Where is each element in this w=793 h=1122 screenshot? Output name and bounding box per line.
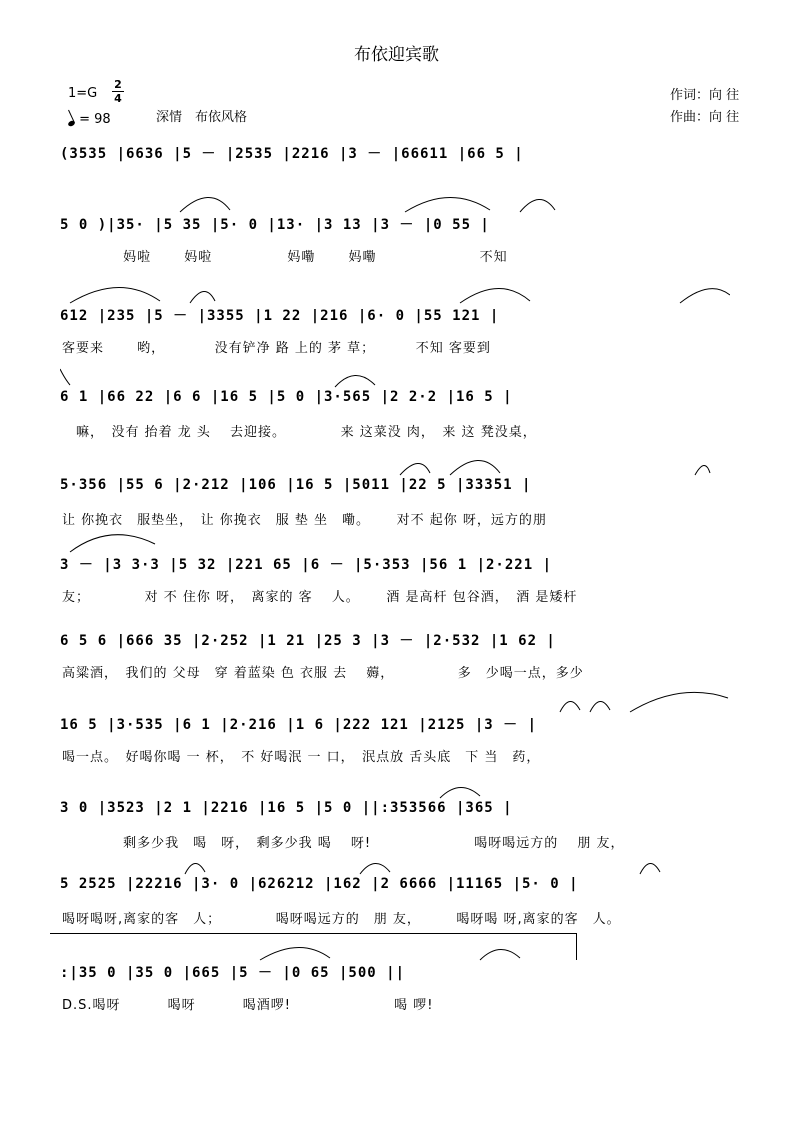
lyrics-line: 让 你挽衣 服垫坐， 让 你挽衣 服 垫 坐 嘞。 对不 起你 呀，远方的朋 bbox=[62, 513, 547, 528]
notation-line: 5 2525 |22216 |3· 0 |626212 |162 |2 6666 |11165 |5· 0 | bbox=[60, 876, 579, 892]
time-signature bbox=[112, 78, 124, 105]
slur-marks bbox=[60, 524, 730, 554]
composer-credit: 作曲：向 往 bbox=[670, 110, 740, 125]
slur-marks bbox=[60, 846, 730, 876]
key-signature: 1=G bbox=[68, 86, 98, 101]
lyrics-line: 客要来 哟， 没有铲净 路 上的 茅 草； 不知 客要到 bbox=[62, 341, 491, 356]
notation-line: 3 0 |3523 |2 1 |2216 |16 5 |5 0 ||:353566 |365 | bbox=[60, 800, 513, 816]
lyrics-line: 高粱酒， 我们的 父母 穿 着蓝染 色 衣服 去 薅， 多 少喝一点，多少 bbox=[62, 666, 584, 681]
lyrics-line: D.S.喝呀 喝呀 喝酒啰! 喝 啰! bbox=[62, 998, 434, 1013]
slur-marks bbox=[60, 184, 730, 214]
slur-marks bbox=[60, 932, 730, 962]
notation-line: 3 － |3 3·3 |5 32 |221 65 |6 － |5·353 |56 1 |2·221 | bbox=[60, 557, 553, 573]
notation-line: 16 5 |3·535 |6 1 |2·216 |1 6 |222 121 |2125 |3 － | bbox=[60, 717, 538, 733]
notation-line: 6 5 6 |666 35 |2·252 |1 21 |25 3 |3 － |2·532 |1 62 | bbox=[60, 633, 556, 649]
notation-line: 5 0 )|35· |5 35 |5· 0 |13· |3 13 |3 － |0 55 | bbox=[60, 217, 490, 233]
slur-marks bbox=[60, 275, 730, 305]
music-system-11 bbox=[60, 962, 730, 1042]
lyrics-line: 剩多少我 喝 呀， 剩多少我 喝 呀! 喝呀喝远方的 朋 友， bbox=[62, 836, 625, 851]
time-signature-bottom: 4 bbox=[114, 92, 122, 105]
notation-line: 612 |235 |5 － |3355 |1 22 |216 |6· 0 |55 121 | bbox=[60, 308, 500, 324]
slur-marks bbox=[60, 770, 730, 800]
lyrics-line: 嘛， 没有 抬着 龙 头 去迎接。 来 这菜没 肉， 来 这 凳没桌， bbox=[62, 425, 537, 440]
lyrics-line: 友； 对 不 住你 呀， 离家的 客 人。 酒 是高杆 包谷酒， 酒 是矮杆 bbox=[62, 590, 578, 605]
style-marking: 深情 布依风格 bbox=[156, 110, 248, 125]
tempo-value: = 98 bbox=[79, 112, 111, 127]
lyrics-line: 妈啦 妈啦 妈嘞 妈嘞 不知 bbox=[62, 250, 508, 265]
notation-line: (3535 |6636 |5 － |2535 |2216 |3 － |66611 |66 5 | bbox=[60, 146, 524, 162]
notation-line: :|35 0 |35 0 |665 |5 － |0 65 |500 || bbox=[60, 965, 406, 981]
slur-marks bbox=[60, 447, 730, 477]
notation-line: 6 1 |66 22 |6 6 |16 5 |5 0 |3·565 |2 2·2 |16 5 | bbox=[60, 389, 513, 405]
song-title: 布依迎宾歌 bbox=[354, 45, 439, 65]
lyrics-line: 喝一点。 好喝你喝 一 杯， 不 好喝泯 一 口， 泯点放 舌头底 下 当 药， bbox=[62, 750, 541, 765]
slur-marks bbox=[60, 359, 730, 389]
quarter-note-icon bbox=[67, 120, 75, 127]
tempo-marking bbox=[68, 112, 111, 127]
notation-line: 5·356 |55 6 |2·212 |106 |16 5 |5011 |22 5 |33351 | bbox=[60, 477, 532, 493]
time-signature-top: 2 bbox=[114, 78, 122, 91]
slur-marks bbox=[60, 684, 730, 714]
music-system-6 bbox=[60, 554, 730, 634]
lyrics-line: 喝呀喝呀,离家的客 人； 喝呀喝远方的 朋 友， 喝呀喝 呀,离家的客 人。 bbox=[62, 912, 621, 927]
lyricist-credit: 作词：向 往 bbox=[670, 88, 740, 103]
